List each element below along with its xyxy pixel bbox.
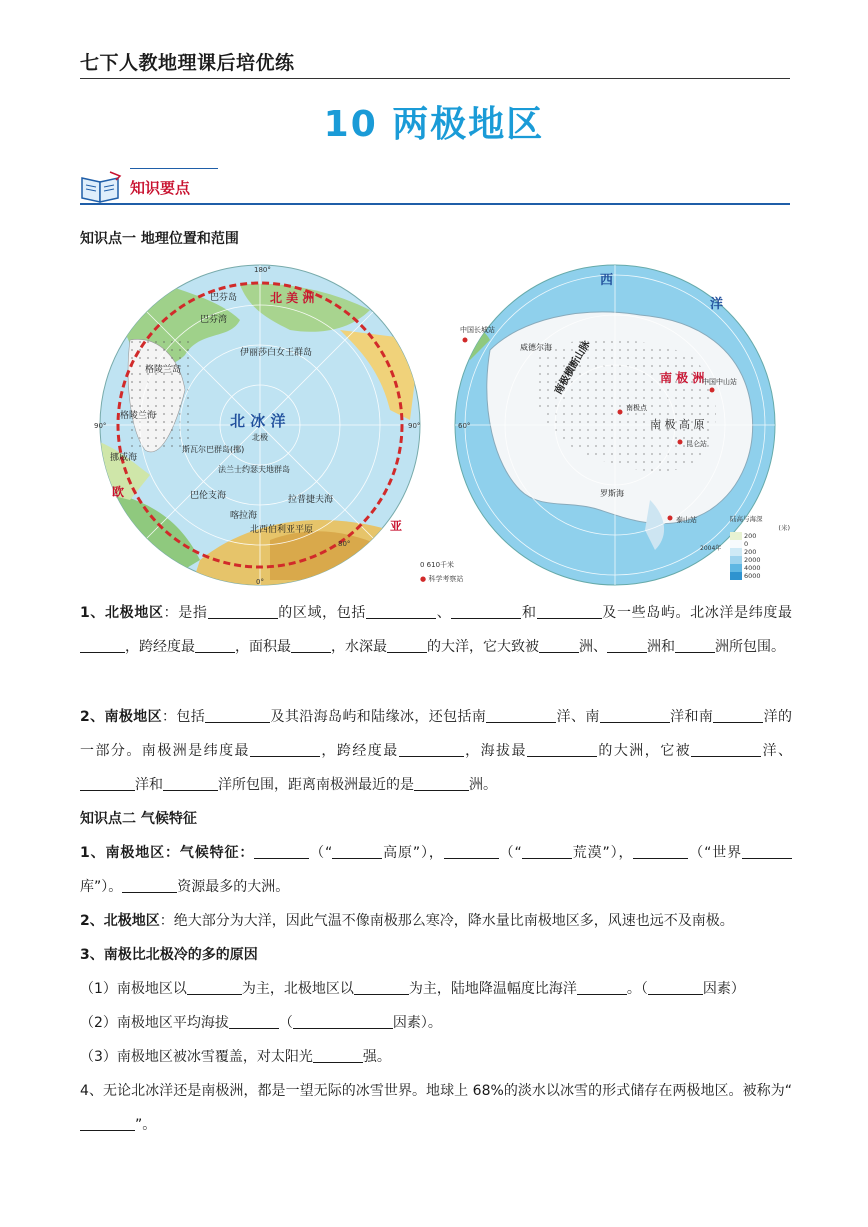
book-icon: [80, 170, 124, 204]
p2-t2: 及其沿海岛屿和陆缘冰，还包括南: [270, 709, 487, 725]
r1-t2: 为主，北极地区以: [241, 981, 354, 997]
blank[interactable]: [80, 1116, 135, 1131]
label-year: 2004年: [700, 545, 722, 552]
blank[interactable]: [537, 604, 602, 619]
label-baffin-bay: 巴芬湾: [200, 315, 228, 325]
p5-label: 3、南极比北极冷的多的原因: [80, 947, 258, 963]
label-lat-80: 80°: [338, 540, 351, 548]
label-antarctica: 南 极 洲: [660, 371, 705, 385]
p2-t5: 洋的一部分。南极洲是纬度最: [80, 709, 793, 759]
blank[interactable]: [208, 604, 278, 619]
legend-val-0: 200: [744, 532, 757, 540]
legend-val-2: 200: [744, 548, 757, 556]
blank[interactable]: [229, 1014, 279, 1029]
blank[interactable]: [354, 980, 409, 995]
p1-t6: ，跨经度最: [125, 639, 195, 655]
p3-t2: 高原”），: [382, 845, 444, 861]
paragraph-climate-antarctic: [80, 836, 792, 904]
p4-label: 2、北极地区: [80, 913, 160, 929]
r1-t4: 。（: [626, 981, 648, 997]
p3-t6: 库”）。: [80, 879, 123, 895]
label-polar-plateau: 南 极 高 原: [650, 418, 705, 431]
p1-t2: 的区域，包括: [277, 605, 367, 621]
label-laptev-sea: 拉普捷夫海: [288, 495, 334, 505]
blank[interactable]: [399, 742, 464, 757]
reason-1: [80, 978, 792, 1000]
p4-text: ：绝大部分为大洋，因此气温不像南极那么寒冷，降水量比南极地区多，风速也远不及南极。: [159, 913, 734, 929]
label-greenland: 格陵兰岛: [145, 365, 182, 375]
label-ross-sea: 罗斯海: [600, 489, 624, 498]
reason-3: [80, 1046, 792, 1068]
blank[interactable]: [522, 844, 572, 859]
p6-t2: ”。: [135, 1117, 157, 1133]
label-kunlun: 昆仑站: [686, 440, 707, 448]
legend-val-5: 6000: [744, 572, 761, 580]
p3-label: 1、南极地区：气候特征：: [80, 845, 255, 861]
r3-t1: （3）南极地区被冰雪覆盖，对太阳光: [80, 1049, 313, 1065]
p2-t1: ：包括: [162, 709, 206, 725]
p2-t4: 洋和南: [669, 709, 714, 725]
p2-t6: ，跨经度最: [319, 743, 399, 759]
label-kara-sea: 喀拉海: [230, 511, 258, 521]
blank[interactable]: [742, 844, 792, 859]
depth-legend: [730, 514, 790, 580]
blank[interactable]: [122, 878, 177, 893]
label-zhongshan: 中国中山站: [702, 378, 737, 386]
blank[interactable]: [254, 844, 309, 859]
blank[interactable]: [313, 1048, 363, 1063]
kunlun-marker: [678, 440, 683, 445]
blank[interactable]: [205, 708, 270, 723]
r1-t3: 为主，陆地降温幅度比海洋: [408, 981, 577, 997]
legend-val-3: 2000: [744, 556, 761, 564]
r2-t2: （: [278, 1015, 293, 1031]
kp1-title: 知识点一 地理位置和范围: [80, 231, 239, 247]
changcheng-marker: [463, 338, 468, 343]
taishan-marker: [668, 516, 673, 521]
blank[interactable]: [187, 980, 242, 995]
p1-t5: 及一些岛屿。北冰洋是纬度最: [601, 605, 793, 621]
kp2-title: 知识点二 气候特征: [80, 811, 197, 827]
p2-t10: 洋和: [135, 777, 163, 793]
station-dot-icon: ●: [420, 575, 427, 583]
legend-val-1: 0: [744, 540, 749, 548]
blank[interactable]: [713, 708, 763, 723]
header-divider: [80, 78, 790, 79]
blank[interactable]: [291, 638, 331, 653]
p2-t11: 洋所包围，距离南极洲最近的是: [218, 777, 414, 793]
p2-t7: ，海拔最: [463, 743, 527, 759]
label-svalbard: 斯瓦尔巴群岛(挪): [182, 445, 245, 454]
legend-scale: [730, 532, 790, 580]
blank[interactable]: [486, 708, 556, 723]
blank[interactable]: [366, 604, 436, 619]
section-topline: [130, 168, 218, 169]
p3-t7: 资源最多的大洲。: [177, 879, 290, 895]
label-lon-0: 0°: [256, 578, 264, 586]
label-lon-180: 180°: [254, 266, 271, 274]
label-arctic-ocean: 北 冰 洋: [230, 412, 286, 430]
p3-t3: （“: [498, 845, 522, 861]
label-taishan: 泰山站: [676, 516, 697, 524]
south-pole-marker: [618, 410, 623, 415]
blank[interactable]: [250, 742, 320, 757]
p1-t7: ，面积最: [235, 639, 291, 655]
blank[interactable]: [600, 708, 670, 723]
blank[interactable]: [444, 844, 499, 859]
p6-t1: 4、无论北冰洋还是南极洲，都是一望无际的冰雪世界。地球上 68%的淡水以冰雪的形式储存在两极地区。被称为“: [80, 1083, 792, 1099]
label-changcheng: 中国长城站: [460, 326, 495, 334]
r2-t1: （2）南极地区平均海拔: [80, 1015, 229, 1031]
paragraph-climate-arctic: [80, 904, 792, 938]
paragraph-reasons: [80, 938, 792, 972]
blank[interactable]: [451, 604, 521, 619]
legend-title: 陆高与海深: [730, 515, 763, 523]
label-lon-90w: 90°: [94, 422, 107, 430]
p2-t8: 的大洲，它被: [596, 743, 692, 759]
label-weddell-sea: 威德尔海: [520, 343, 552, 352]
label-asia: 亚: [390, 519, 403, 533]
p3-t1: （“: [309, 845, 333, 861]
label-south-pole: 南极点: [626, 404, 647, 412]
r3-t2: 强。: [362, 1049, 391, 1065]
p3-t5: （“世界: [688, 845, 742, 861]
r1-t5: 因素）: [702, 981, 745, 997]
label-europe: 欧: [112, 485, 125, 499]
p2-t9: 洋、: [761, 743, 793, 759]
blank[interactable]: [691, 742, 761, 757]
blank[interactable]: [527, 742, 597, 757]
label-north-america: 北 美 洲: [270, 291, 315, 305]
label-greenland-sea: 格陵兰海: [120, 411, 157, 421]
header-title: 七下人教地理课后培优练: [80, 52, 295, 74]
blank[interactable]: [293, 1014, 393, 1029]
polar-maps: [90, 260, 790, 590]
p3-t4: 荒漠”），: [571, 845, 634, 861]
arctic-map: [90, 260, 430, 590]
label-n-siberia: 北西伯利亚平原: [250, 525, 314, 535]
p2-label: 2、南极地区: [80, 709, 163, 725]
label-lon-90e: 90°: [408, 422, 421, 430]
blank[interactable]: [332, 844, 382, 859]
p2-t12: 洲。: [469, 777, 497, 793]
label-franz-josef: 法兰士约瑟夫地群岛: [218, 465, 290, 474]
r2-t3: 因素）。: [392, 1015, 442, 1031]
legend-val-4: 4000: [744, 564, 761, 572]
blank[interactable]: [387, 638, 427, 653]
blank[interactable]: [80, 638, 125, 653]
blank[interactable]: [539, 638, 579, 653]
legend-unit: (米): [778, 524, 790, 532]
p1-t4: 和: [521, 605, 537, 621]
p1-t10: 洲、: [579, 639, 607, 655]
label-north-pole: 北极: [252, 433, 268, 442]
p1-label: 1、北极地区: [80, 605, 164, 621]
p1-t9: 的大洋，它大致被: [427, 639, 539, 655]
section-label: 知识要点: [130, 179, 191, 197]
blank[interactable]: [414, 776, 469, 791]
reason-2: [80, 1012, 792, 1034]
paragraph-arctic: [80, 596, 792, 664]
blank[interactable]: [163, 776, 218, 791]
blank[interactable]: [577, 980, 627, 995]
page-title: 10 两极地区: [323, 104, 545, 145]
arctic-scale: 0 610千米: [420, 561, 455, 569]
blank[interactable]: [675, 638, 715, 653]
zhongshan-marker: [710, 388, 715, 393]
label-elizabeth-islands: 伊丽莎白女王群岛: [240, 348, 313, 358]
p2-t3: 洋、南: [556, 709, 600, 725]
blank[interactable]: [195, 638, 235, 653]
blank[interactable]: [633, 844, 688, 859]
p1-t8: ，水深最: [331, 639, 387, 655]
label-ocean: 洋: [710, 297, 724, 312]
r1-t1: （1）南极地区以: [80, 981, 187, 997]
label-transantarctic: 南极横断山脉: [553, 339, 593, 397]
section-divider: [80, 203, 790, 205]
p1-t3: 、: [436, 605, 452, 621]
label-barents-sea: 巴伦支海: [190, 491, 227, 501]
paragraph-antarctic: [80, 700, 792, 802]
blank[interactable]: [80, 776, 135, 791]
label-norway-sea: 挪威海: [110, 453, 138, 463]
blank[interactable]: [607, 638, 647, 653]
legend-station-label: 科学考察站: [428, 575, 464, 583]
paragraph-freshwater: [80, 1074, 792, 1142]
label-lat-60: 60°: [458, 422, 471, 430]
label-west: 西: [600, 273, 614, 288]
label-baffin-island: 巴芬岛: [210, 293, 238, 303]
p1-t11: 洲和: [647, 639, 675, 655]
blank[interactable]: [648, 980, 703, 995]
p1-t1: ：是指: [163, 605, 208, 621]
p1-t12: 洲所包围。: [715, 639, 785, 655]
